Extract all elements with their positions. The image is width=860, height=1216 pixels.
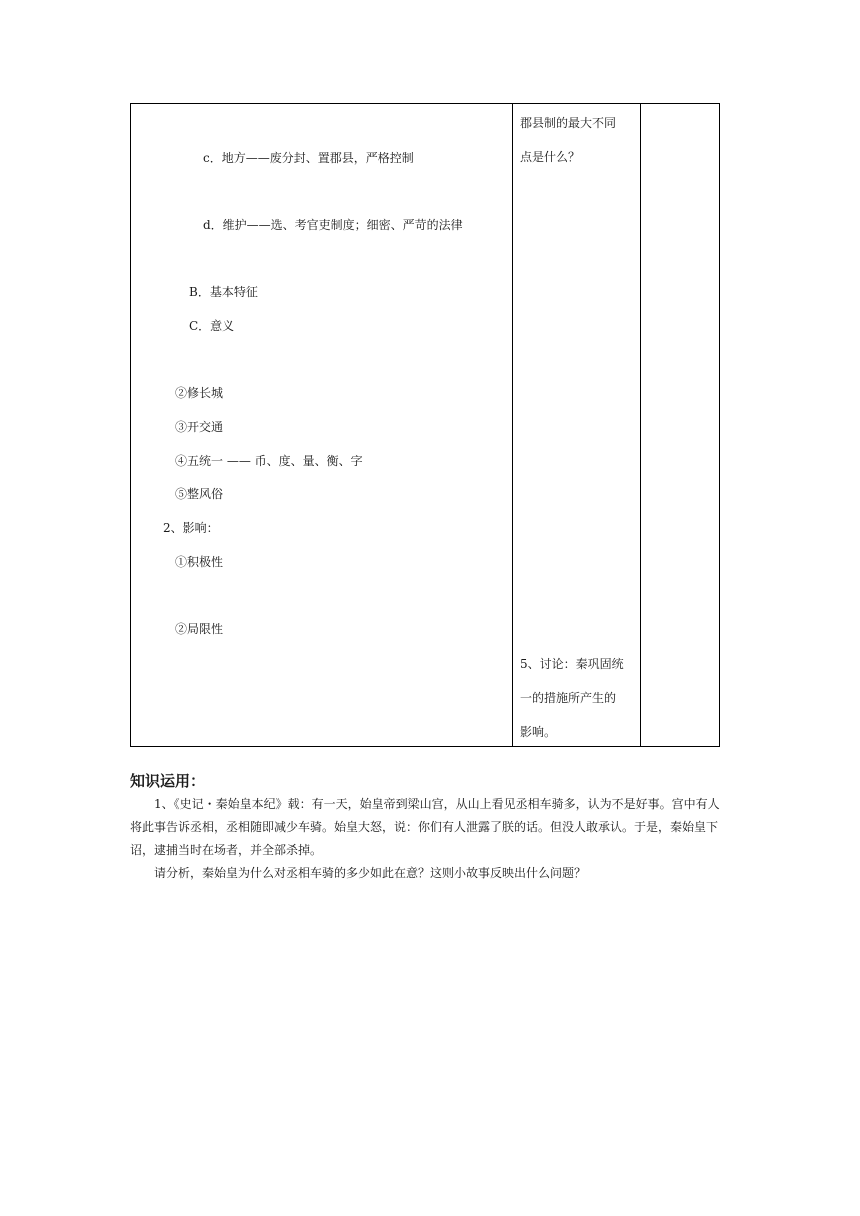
lesson-table <box>130 103 720 747</box>
outline-item: B．基本特征 <box>189 285 258 299</box>
exercise-paragraph: 1、《史记・秦始皇本纪》载：有一天，始皇帝到梁山宫，从山上看见丞相车骑多，认为不是好事。宫中有人将此事告诉丞相，丞相随即减少车骑。始皇大怒，说：你们有人泄露了朕的话。但没人敢承认。于是，秦始皇下诏，逮捕当时在场者，并全部杀掉。 <box>130 797 720 857</box>
outline-item: ②局限性 <box>175 622 224 636</box>
exercise-question: 请分析，秦始皇为什么对丞相车骑的多少如此在意？这则小故事反映出什么问题？ <box>154 866 587 880</box>
outline-item: c．地方——废分封、置郡县，严格控制 <box>203 151 414 165</box>
outline-item: ③开交通 <box>175 420 224 434</box>
question-text: 点是什么？ <box>520 150 581 164</box>
outline-item: ④五统一 —— 币、度、量、衡、字 <box>175 454 363 468</box>
question-text: 5、讨论：秦巩固统 <box>520 657 624 671</box>
outline-item: ①积极性 <box>175 555 224 569</box>
question-text: 一的措施所产生的 <box>520 691 617 705</box>
outline-item: ⑤整风俗 <box>175 487 224 501</box>
question-text: 郡县制的最大不同 <box>520 116 617 130</box>
column-divider <box>512 104 513 746</box>
outline-item: ②修长城 <box>175 386 224 400</box>
outline-item: 2、影响： <box>163 521 219 535</box>
column-divider <box>640 104 641 746</box>
section-heading: 知识运用： <box>130 772 206 790</box>
question-text: 影响。 <box>520 725 557 739</box>
outline-item: d．维护——选、考官吏制度；细密、严苛的法律 <box>203 218 463 232</box>
outline-item: C．意义 <box>189 319 235 333</box>
